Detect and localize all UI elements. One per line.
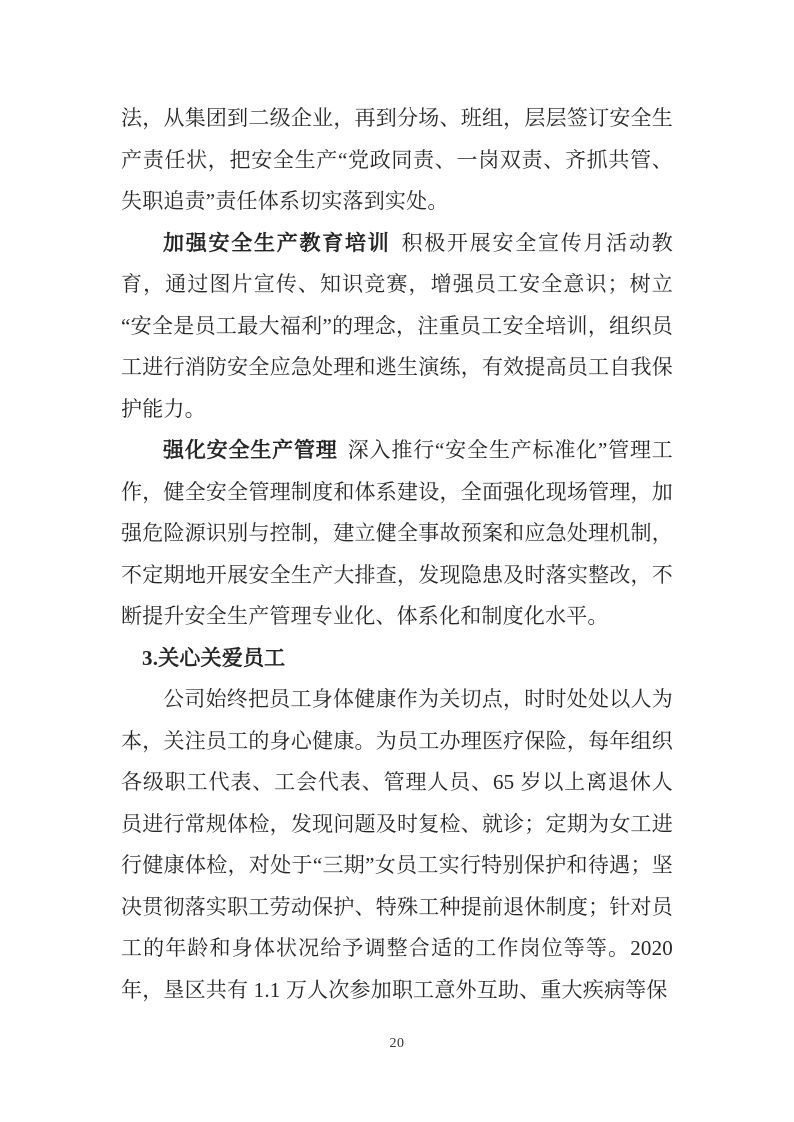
body-paragraph xyxy=(121,223,673,431)
text-run: 法，从集团到二级企业，再到分场、班组，层层签订安全生产责任状，把安全生产“党政同责、一岗双责、齐抓共管、失职追责”责任体系切实落到实处。 xyxy=(121,106,673,213)
text-run: 积极开展安全宣传月活动教育，通过图片宣传、知识竞赛，增强员工安全意识；树立“安全是员工最大福利”的理念，注重员工安全培训，组织员工进行消防安全应急处理和逃生演练，有效提高员工自我保护能力。 xyxy=(121,230,674,421)
body-paragraph xyxy=(121,679,673,1011)
text-run: 公司始终把员工身体健康作为关切点，时时处处以人为本，关注员工的身心健康。为员工办理医疗保险，每年组织各级职工代表、工会代表、管理人员、65 岁以上离退休人员进行常规体检，发现问题及时复检、就诊；定期为女工进行健康体检，对处于“三期”女员工实行特别保护和待遇；坚决贯彻落实职工劳动保护、特殊工种提前退休制度；针对员工的年龄和身体状况给予调整合适的工作岗位等等。2020 年，垦区共有 1.1 万人次参加职工意外互助、重大疾病等保 xyxy=(121,687,673,1002)
body-paragraph xyxy=(121,430,673,638)
bold-text-run: 强化安全生产管理 xyxy=(163,438,338,462)
page-number: 20 xyxy=(389,1036,405,1051)
bold-text-run: 3.关心关爱员工 xyxy=(142,645,286,670)
bold-text-run: 加强安全生产教育培训 xyxy=(163,230,391,255)
body-paragraph xyxy=(121,98,673,223)
document-body xyxy=(121,98,673,1011)
text-run: 深入推行“安全生产标准化”管理工作，健全安全管理制度和体系建设，全面强化现场管理，加强危险源识别与控制，建立健全事故预案和应急处理机制，不定期地开展安全生产大排查，发现隐患及时落实整改，不断提升安全生产管理专业化、体系化和制度化水平。 xyxy=(121,438,673,628)
section-heading xyxy=(121,638,673,680)
page-footer xyxy=(0,1034,794,1052)
